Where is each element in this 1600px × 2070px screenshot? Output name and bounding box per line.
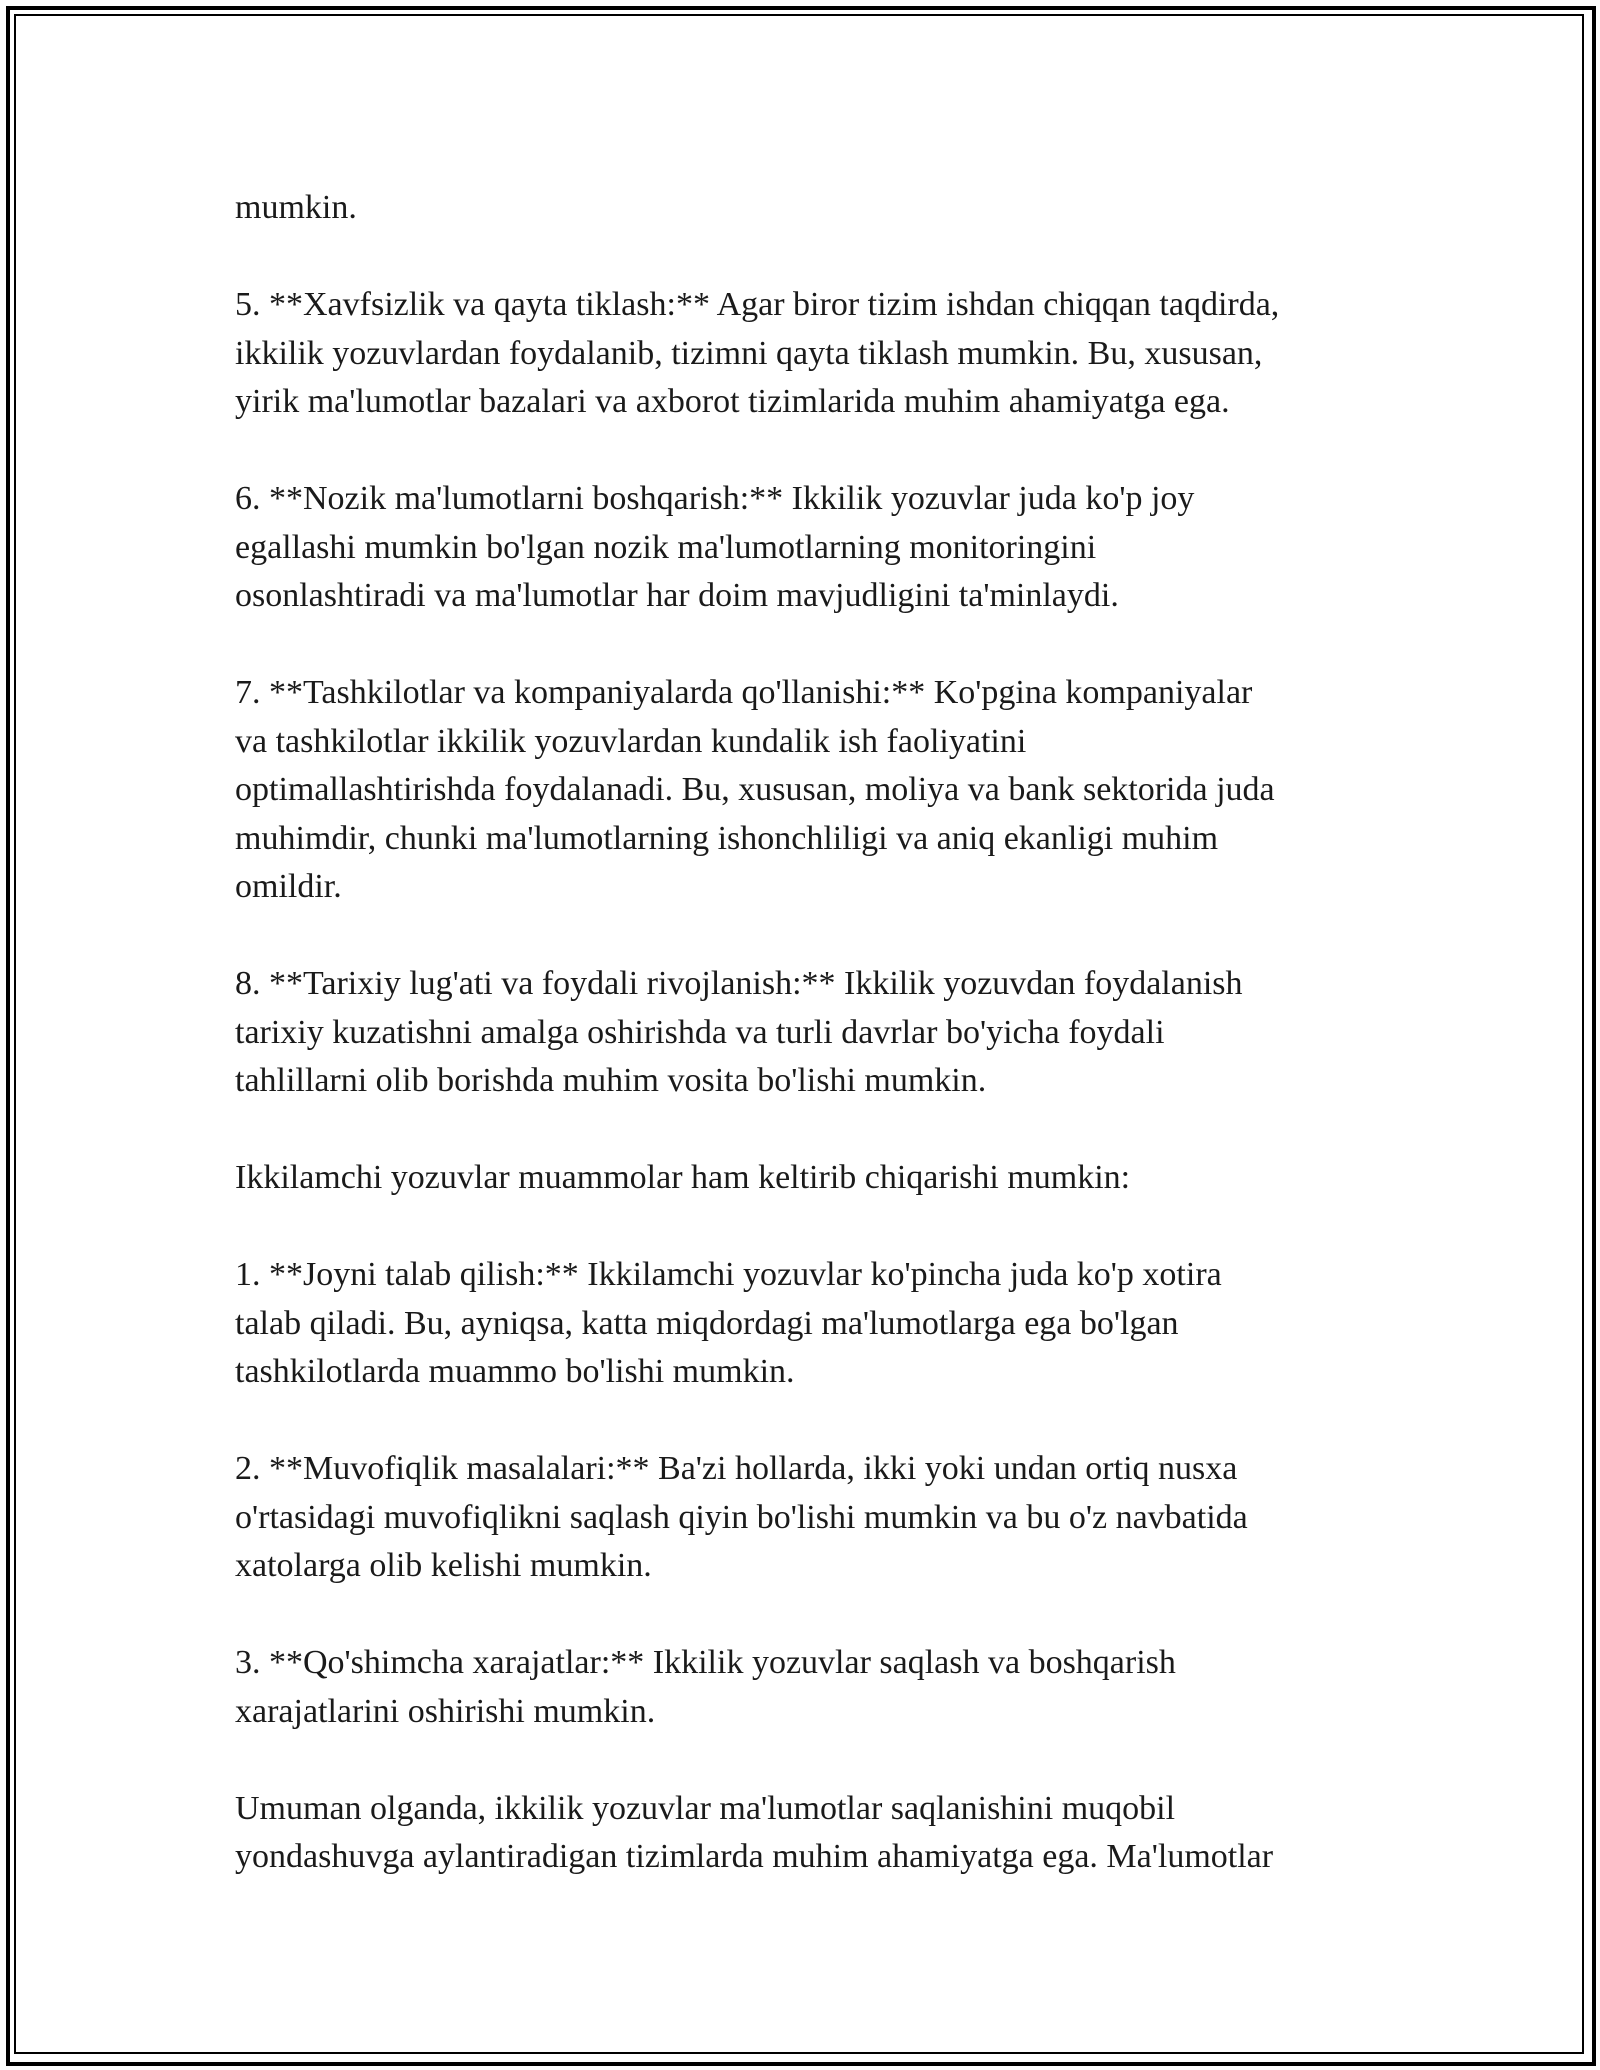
paragraph <box>235 1154 1375 1203</box>
text-line: 1. **Joyni talab qilish:** Ikkilamchi yozuvlar ko'pincha juda ko'p xotira <box>235 1256 1222 1293</box>
text-line: yondashuvga aylantiradigan tizimlarda muhim ahamiyatga ega. Ma'lumotlar <box>235 1838 1274 1875</box>
paragraph <box>235 475 1375 621</box>
text-line: tashkilotlarda muammo bo'lishi mumkin. <box>235 1353 795 1390</box>
paragraph <box>235 1445 1375 1591</box>
text-line: omildir. <box>235 868 342 905</box>
text-line: mumkin. <box>235 189 357 226</box>
text-line: ikkilik yozuvlardan foydalanib, tizimni qayta tiklash mumkin. Bu, xususan, <box>235 334 1263 372</box>
paragraph <box>235 960 1375 1106</box>
paragraph <box>235 281 1375 427</box>
paragraph <box>235 1639 1375 1736</box>
text-line: Ikkilamchi yozuvlar muammolar ham keltirib chiqarishi mumkin: <box>235 1159 1131 1196</box>
text-line: 7. **Tashkilotlar va kompaniyalarda qo'llanishi:** Ko'pgina kompaniyalar <box>235 674 1253 711</box>
text-line: xarajatlarini oshirishi mumkin. <box>235 1692 656 1730</box>
text-line: egallashi mumkin bo'lgan nozik ma'lumotlarning monitoringini <box>235 528 1097 566</box>
text-line: optimallashtirishda foydalanadi. Bu, xususan, moliya va bank sektorida juda <box>235 771 1275 808</box>
paragraph <box>235 184 1375 233</box>
text-line: xatolarga olib kelishi mumkin. <box>235 1547 652 1584</box>
text-line: 2. **Muvofiqlik masalalari:** Ba'zi hollarda, ikki yoki undan ortiq nusxa <box>235 1450 1238 1487</box>
document-body <box>235 184 1375 1930</box>
paragraph <box>235 669 1375 912</box>
text-line: 8. **Tarixiy lug'ati va foydali rivojlanish:** Ikkilik yozuvdan foydalanish <box>235 965 1243 1002</box>
text-line: talab qiladi. Bu, ayniqsa, katta miqdordagi ma'lumotlarga ega bo'lgan <box>235 1304 1179 1342</box>
text-line: yirik ma'lumotlar bazalari va axborot tizimlarida muhim ahamiyatga ega. <box>235 383 1230 420</box>
paragraph <box>235 1785 1375 1882</box>
text-line: 5. **Xavfsizlik va qayta tiklash:** Agar biror tizim ishdan chiqqan taqdirda, <box>235 286 1280 323</box>
text-line: va tashkilotlar ikkilik yozuvlardan kundalik ish faoliyatini <box>235 722 1027 760</box>
text-line: 6. **Nozik ma'lumotlarni boshqarish:** Ikkilik yozuvlar juda ko'p joy <box>235 480 1195 517</box>
text-line: tarixiy kuzatishni amalga oshirishda va turli davrlar bo'yicha foydali <box>235 1013 1165 1051</box>
text-line: Umuman olganda, ikkilik yozuvlar ma'lumotlar saqlanishini muqobil <box>235 1789 1176 1827</box>
paragraph <box>235 1251 1375 1397</box>
text-line: osonlashtiradi va ma'lumotlar har doim mavjudligini ta'minlaydi. <box>235 577 1119 614</box>
text-line: tahlillarni olib borishda muhim vosita bo'lishi mumkin. <box>235 1062 987 1099</box>
text-line: 3. **Qo'shimcha xarajatlar:** Ikkilik yozuvlar saqlash va boshqarish <box>235 1644 1176 1681</box>
text-line: o'rtasidagi muvofiqlikni saqlash qiyin bo'lishi mumkin va bu o'z navbatida <box>235 1498 1248 1536</box>
text-line: muhimdir, chunki ma'lumotlarning ishonchliligi va aniq ekanligi muhim <box>235 819 1219 857</box>
